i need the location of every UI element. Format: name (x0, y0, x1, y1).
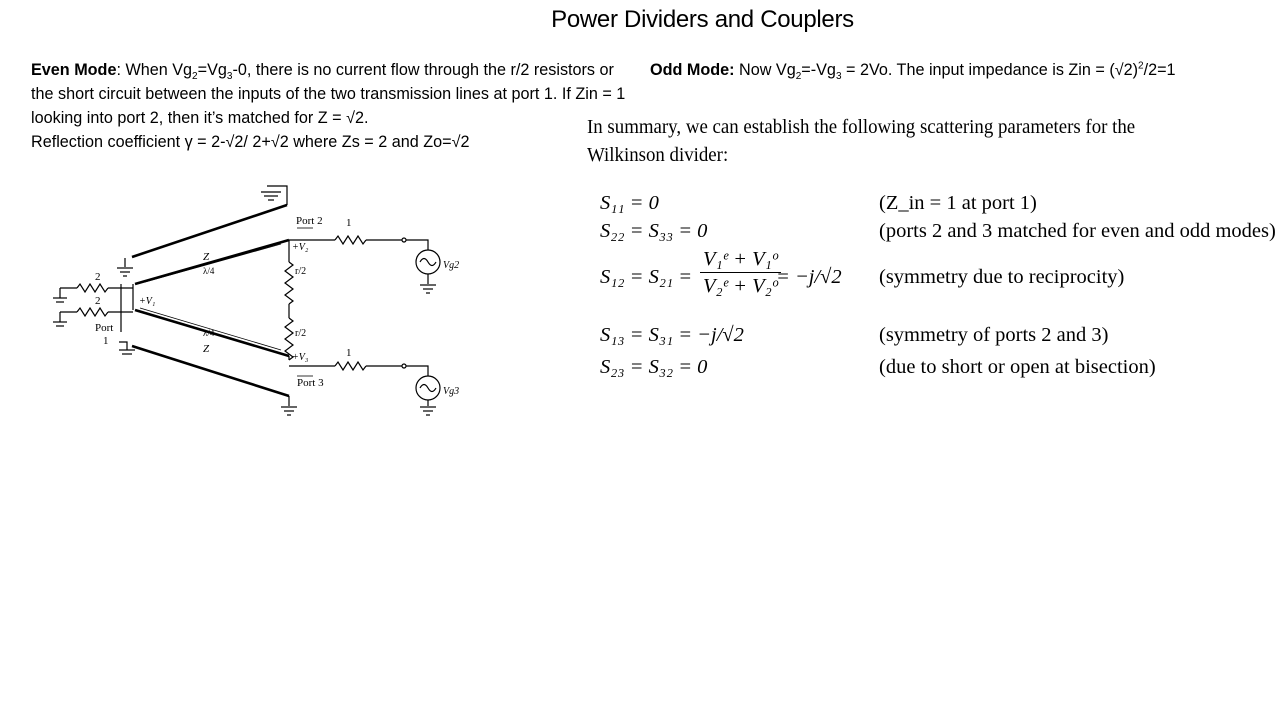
equation-note: (symmetry of ports 2 and 3) (879, 324, 1109, 346)
v1-label: +V₁ (139, 296, 156, 307)
resistor-one-top-label: 1 (346, 217, 352, 229)
odd-mode-text (650, 58, 1270, 82)
v3-label: +V₃ (292, 352, 309, 363)
wilkinson-circuit-diagram (45, 180, 475, 425)
port1-number: 1 (103, 335, 109, 347)
reflection-coefficient-text: Reflection coefficient γ = 2-√2/ 2+√2 where Zs = 2 and Zo=√2 (31, 133, 470, 151)
resistor-r2-top (285, 262, 293, 304)
resistor-two-top (77, 284, 108, 292)
summary-text: In summary, we can establish the following scattering parameters for the Wilkinson divider: (587, 116, 1136, 166)
even-text-1: : When Vg (116, 61, 193, 79)
resistor-one-bottom (335, 362, 366, 370)
fraction-denominator: V₂ᵉ + V₂ᵒ (703, 275, 778, 297)
v2-label: +V₂ (292, 242, 309, 253)
equation-note: (Z_in = 1 at port 1) (879, 192, 1037, 214)
top-transmission-line (135, 240, 289, 284)
resistor-two-bottom (77, 308, 108, 316)
equation-rhs: = −j/√2 (776, 266, 842, 288)
page-title: Power Dividers and Couplers (551, 6, 854, 33)
even-mode-text (31, 58, 631, 154)
equation-lhs-text: S₁₂ = S₂₁ = (600, 266, 693, 288)
equation-lhs: S₂₂ = S₃₃ = 0 (600, 220, 708, 242)
equation-lhs: S₁₃ = S₃₁ = −j/√2 (600, 324, 744, 346)
resistor-one-top (335, 236, 366, 244)
odd-sub-2: 3 (835, 71, 842, 83)
bottom-stub-line (132, 346, 289, 396)
fraction (700, 246, 781, 299)
even-mode-label: Even Mode (31, 61, 117, 79)
equation-note: (symmetry due to reciprocity) (879, 266, 1125, 288)
equation-lhs: S₁₁ = 0 (600, 192, 659, 214)
equation-note: (due to short or open at bisection) (879, 356, 1156, 378)
r2-bottom-label: r/2 (295, 328, 307, 339)
odd-text-3: = 2Vo. The input impedance is Zin = (√2) (841, 61, 1139, 79)
two-top-label: 2 (95, 271, 101, 283)
odd-sub-1: 2 (795, 71, 802, 83)
odd-mode-label: Odd Mode: (650, 61, 735, 79)
odd-sup: 2 (1138, 60, 1144, 72)
r2-top-label: r/2 (295, 266, 307, 277)
two-bottom-label: 2 (95, 295, 101, 307)
odd-text-1: Now Vg (734, 61, 796, 79)
odd-text-4: /2=1 (1143, 61, 1176, 79)
z-top-label: Z (203, 251, 210, 263)
even-sub-1: 2 (192, 71, 198, 83)
vg3-label: Vg3 (443, 386, 460, 397)
port1-label: Port (95, 322, 114, 334)
port3-label: Port 3 (297, 377, 324, 389)
resistor-one-bottom-label: 1 (346, 347, 352, 359)
z-bottom-label: Z (203, 343, 210, 355)
vg2-label: Vg2 (443, 260, 460, 271)
equation-lhs (600, 266, 692, 289)
even-sub-2: 3 (226, 71, 233, 83)
dimension-arrow-top (145, 244, 281, 282)
even-text-3: -0, there is no current flow through the r/2 resistors or the short circuit between the inputs of the two transmission lines at port 1. If Zin = 1 looking into port 2, then it’s matched for Z = √2. (31, 61, 626, 127)
equation-note: (ports 2 and 3 matched for even and odd modes) (879, 220, 1276, 242)
equation-lhs: S₂₃ = S₃₂ = 0 (600, 356, 708, 378)
lambda-bottom-label: λ/4 (203, 328, 215, 338)
port2-label: Port 2 (296, 215, 323, 227)
fraction-numerator: V₁ᵉ + V₁ᵒ (700, 246, 781, 273)
lambda-top-label: λ/4 (203, 266, 215, 276)
even-text-2: =Vg (197, 61, 227, 79)
odd-text-2: =-Vg (801, 61, 836, 79)
